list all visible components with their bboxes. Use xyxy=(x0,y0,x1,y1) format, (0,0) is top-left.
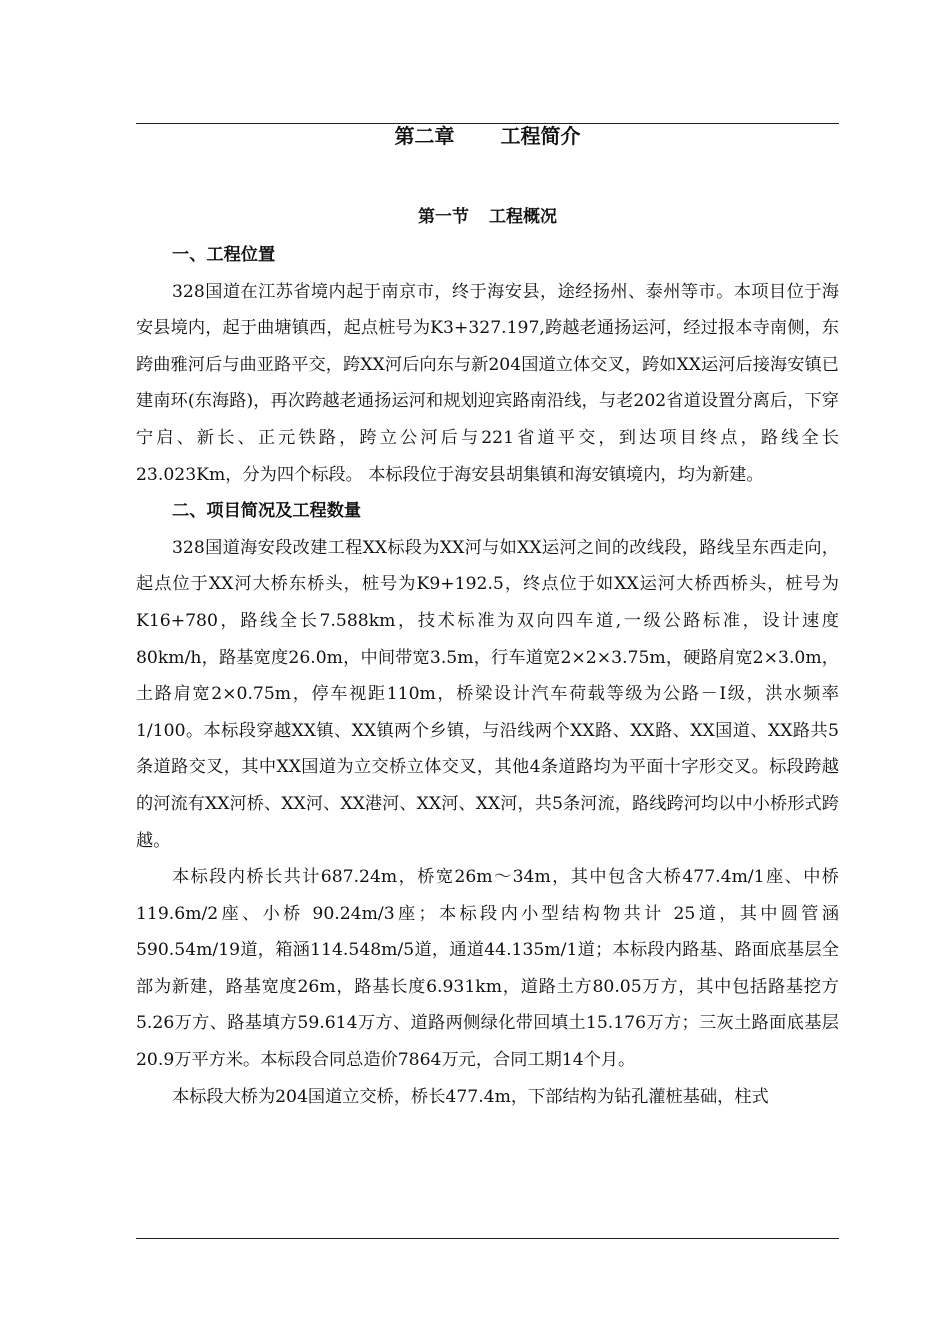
section-title xyxy=(136,205,839,229)
heading-project-location: 一、工程位置 xyxy=(172,245,276,265)
footer-rule xyxy=(136,1238,839,1239)
heading-project-summary: 二、项目简况及工程数量 xyxy=(172,501,362,522)
chapter-title xyxy=(136,122,839,150)
paragraph-major-bridge: 本标段大桥为204国道立交桥，桥长477.4m，下部结构为钻孔灌桩基础，柱式 xyxy=(172,1086,769,1107)
chapter-number: 第二章 xyxy=(394,124,455,148)
document-body xyxy=(136,237,839,1115)
paragraph-project-summary: 328国道海安段改建工程XX标段为XX河与如XX运河之间的改线段，路线呈东西走向，起点位于XX河大桥东桥头，桩号为K9+192.5，终点位于如XX运河大桥西桥头，桩号为K16+780，路线全长7.588km，技术标准为双向四车道,一级公路标准，设计速度80km/h，路基宽度26.0m，中间带宽3.5m，行车道宽2×2×3.75m，硬路肩宽2×3.0m，土路肩宽2×0.75m，停车视距110m，桥梁设计汽车荷载等级为公路－Ⅰ级，洪水频率1/100。本标段穿越XX镇、XX镇两个乡镇，与沿线两个XX路、XX路、XX国道、XX路共5条道路交叉，其中XX国道为立交桥立体交叉，其他4条道路均为平面十字形交叉。标段跨越的河流有XX河桥、XX河、XX港河、XX河、XX河，共5条河流，路线跨河均以中小桥形式跨越。 xyxy=(136,537,839,851)
paragraph-quantities: 本标段内桥长共计687.24m，桥宽26m～34m，其中包含大桥477.4m/1座、中桥119.6m/2座、小桥 90.24m/3座；本标段内小型结构物共计 25道，其中圆管涵590.54m/19道，箱涵114.548m/5道，通道44.135m/1道；本标段内路基、路面底基层全部为新建，路基宽度26m，路基长度6.931km，道路土方80.05万方，其中包括路基挖方5.26万方、路基填方59.614万方、道路两侧绿化带回填土15.176万方；三灰土路面底基层20.9万平方米。本标段合同总造价7864万元，合同工期14个月。 xyxy=(136,867,839,1071)
paragraph-project-location: 328国道在江苏省境内起于南京市，终于海安县，途经扬州、泰州等市。本项目位于海安县境内，起于曲塘镇西，起点桩号为K3+327.197,跨越老通扬运河，经过报本寺南侧，东跨曲雅河后与曲亚路平交，跨XX河后向东与新204国道立体交叉，跨如XX运河后接海安镇已建南环(东海路)，再次跨越老通扬运河和规划迎宾路南沿线，与老202省道设置分离后，下穿宁启、新长、正元铁路，跨立公河后与221省道平交，到达项目终点，路线全长23.023Km，分为四个标段。 本标段位于海安县胡集镇和海安镇境内，均为新建。 xyxy=(136,281,839,485)
chapter-name: 工程简介 xyxy=(500,124,581,148)
section-number: 第一节 xyxy=(418,207,469,227)
section-name: 工程概况 xyxy=(489,207,557,227)
